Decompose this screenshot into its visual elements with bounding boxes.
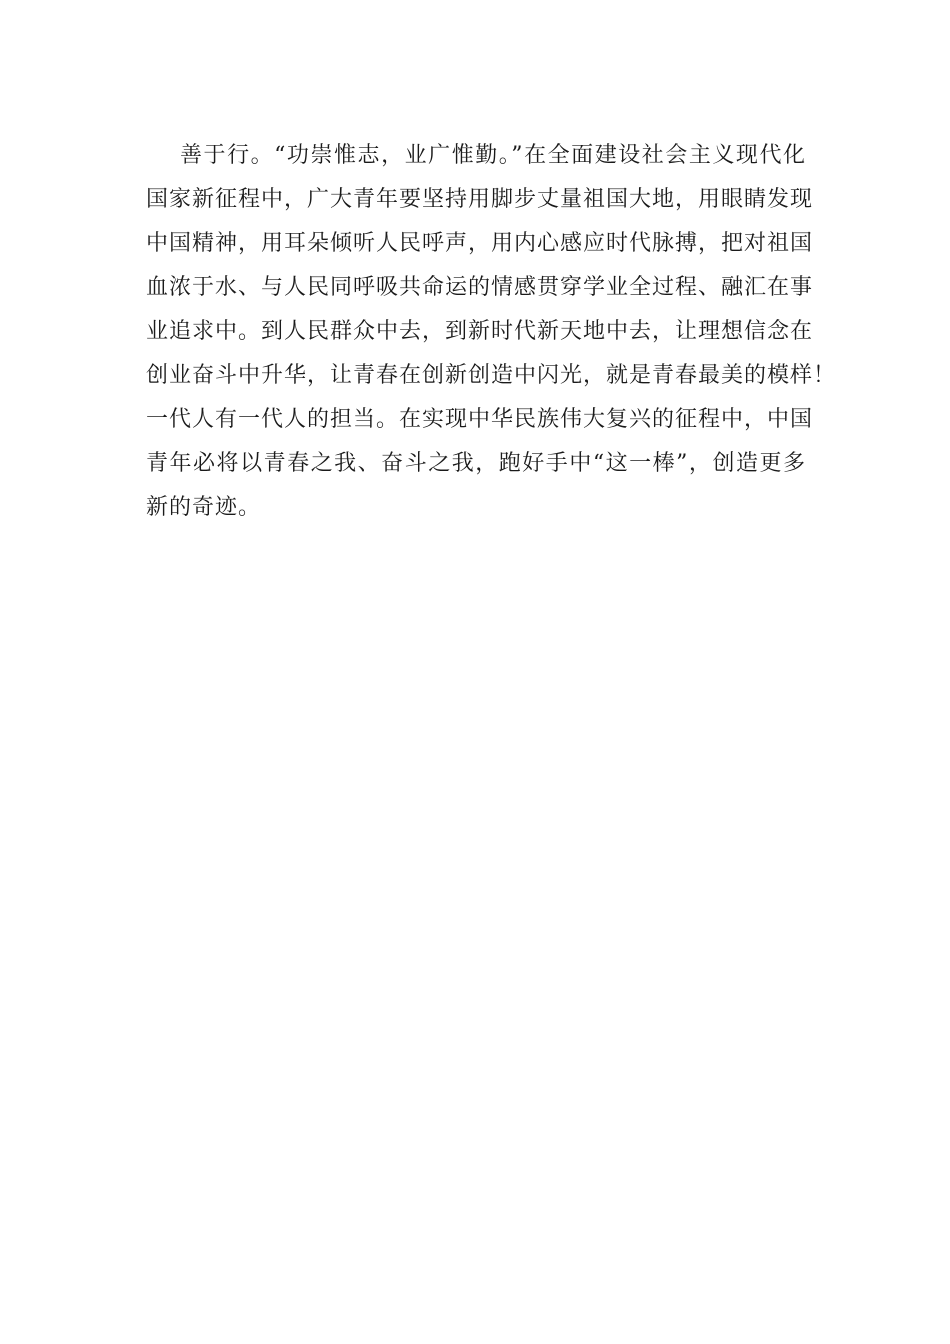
paragraph-line: 血浓于水、与人民同呼吸共命运的情感贯穿学业全过程、融汇在事: [146, 275, 814, 300]
paragraph-line: 创业奋斗中升华，让青春在创新创造中闪光，就是青春最美的模样！: [146, 363, 837, 388]
paragraph-line: 善于行。“功崇惟志，业广惟勤。”在全面建设社会主义现代化: [180, 143, 806, 168]
paragraph-line: 国家新征程中，广大青年要坚持用脚步丈量祖国大地，用眼睛发现: [146, 187, 814, 212]
paragraph-line: 一代人有一代人的担当。在实现中华民族伟大复兴的征程中，中国: [146, 407, 814, 432]
paragraph-line: 新的奇迹。: [146, 495, 262, 520]
paragraph-line: 青年必将以青春之我、奋斗之我，跑好手中“这一棒”，创造更多: [146, 451, 806, 476]
body-paragraph: [146, 134, 837, 530]
paragraph-line: 中国精神，用耳朵倾听人民呼声，用内心感应时代脉搏，把对祖国: [146, 231, 814, 256]
paragraph-line: 业追求中。到人民群众中去，到新时代新天地中去，让理想信念在: [146, 319, 814, 344]
